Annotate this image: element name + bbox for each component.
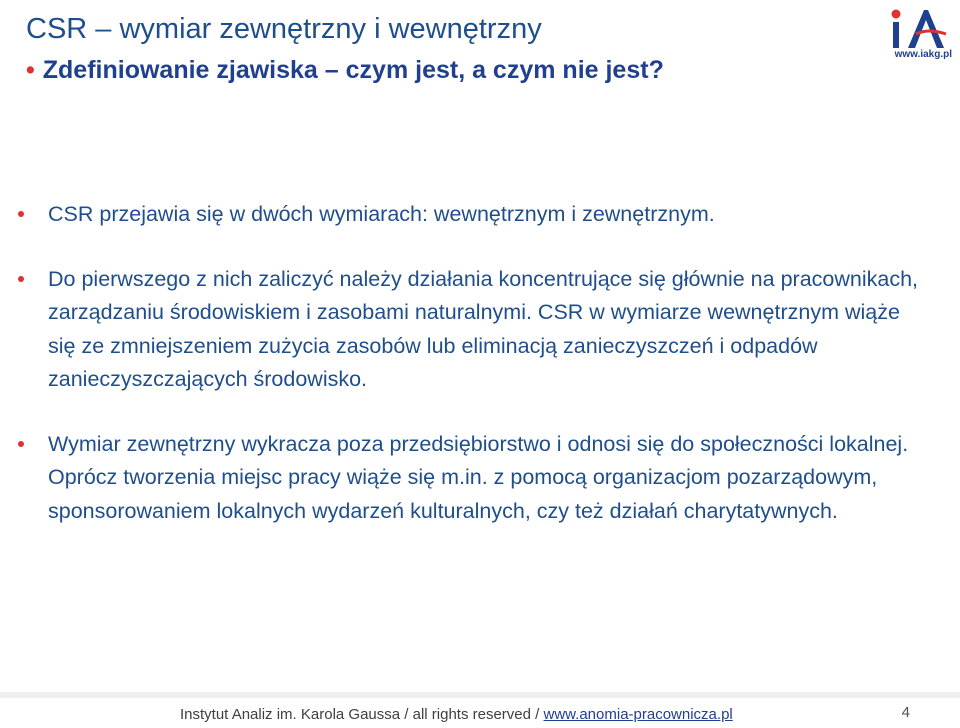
bullet-text: CSR przejawia się w dwóch wymiarach: wewnętrznym i zewnętrznym. (48, 202, 715, 226)
subtitle-text: Zdefiniowanie zjawiska – czym jest, a czym nie jest? (42, 56, 664, 84)
bullet-dot-icon: • (26, 56, 35, 84)
slide-title: CSR – wymiar zewnętrzny i wewnętrzny (26, 13, 542, 45)
bullet-dot-icon (18, 276, 24, 282)
bullet-item (18, 263, 918, 397)
footer-divider (0, 692, 960, 698)
slide-subtitle (26, 54, 664, 86)
bullet-dot-icon (18, 441, 24, 447)
logo-url: www.iakg.pl (894, 49, 952, 60)
footer-link[interactable]: www.anomia-pracownicza.pl (543, 706, 733, 723)
bullet-list (18, 198, 918, 559)
bullet-text: Do pierwszego z nich zaliczyć należy działania koncentrujące się głównie na pracownikach, zarządzaniu środowiskiem i zasobami naturalnymi. CSR w wymiarze wewnętrznym wiąże się ze zmniejszeniem zużycia zasobów lub eliminacją zanieczyszczeń i odpadów zanieczyszczających środowisko. (48, 266, 919, 391)
footer-text: Instytut Analiz im. Karola Gaussa / all rights reserved / (180, 706, 544, 723)
footer (180, 706, 733, 723)
bullet-dot-icon (18, 211, 24, 217)
page-number: 4 (901, 704, 910, 721)
bullet-item (18, 198, 918, 232)
bullet-item (18, 428, 918, 529)
bullet-text: Wymiar zewnętrzny wykracza poza przedsiębiorstwo i odnosi się do społeczności lokalnej. Oprócz tworzenia miejsc pracy wiąże się m.in. z pomocą organizacjom pozarządowym, sponsorowaniem lokalnych wydarzeń kulturalnych, czy też działań charytatywnych. (48, 431, 909, 523)
